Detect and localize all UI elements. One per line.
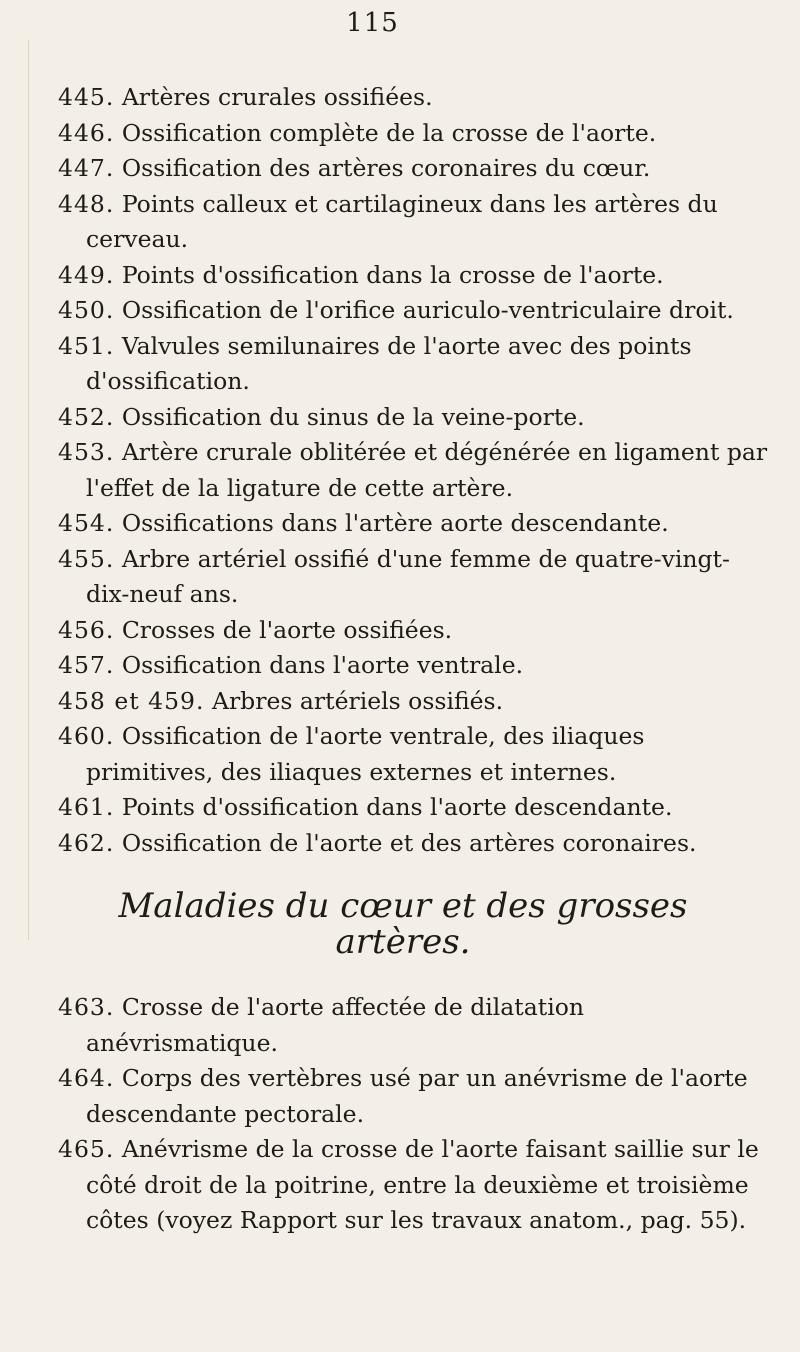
entry-text: Artères crurales ossifiées. bbox=[121, 83, 433, 111]
page-number: 115 bbox=[346, 8, 399, 38]
entry-text: Crosses de l'aorte ossifiées. bbox=[121, 615, 453, 644]
catalog-entry bbox=[58, 613, 768, 649]
entry-number: 453. bbox=[58, 438, 115, 466]
entry-number: 462. bbox=[58, 828, 115, 857]
section-title: Maladies du cœur et des grosses artères. bbox=[118, 886, 688, 962]
entry-number: 448. bbox=[58, 189, 115, 218]
entry-number: 450. bbox=[58, 296, 115, 324]
entry-text: Points d'ossification dans l'aorte descendante. bbox=[121, 793, 673, 821]
entry-number: 447. bbox=[58, 154, 115, 182]
page-edge-line bbox=[28, 40, 29, 940]
catalog-entry bbox=[58, 258, 768, 294]
entry-text: Points d'ossification dans la crosse de l'aorte. bbox=[121, 260, 664, 289]
catalog-entry bbox=[58, 80, 768, 116]
entries-list bbox=[58, 80, 768, 1239]
catalog-entry bbox=[58, 293, 768, 329]
catalog-entry bbox=[58, 826, 768, 862]
entry-text: Arbres artériels ossifiés. bbox=[211, 686, 504, 715]
catalog-entry bbox=[58, 187, 768, 258]
entry-text: Corps des vertèbres usé par un anévrisme de l'aorte descendante pectorale. bbox=[86, 1064, 748, 1128]
entry-text: Crosse de l'aorte affectée de dilatation anévrismatique. bbox=[86, 993, 584, 1057]
entry-number: 458 et 459. bbox=[58, 686, 205, 715]
entry-text: Ossification complète de la crosse de l'aorte. bbox=[121, 118, 657, 147]
catalog-entry bbox=[58, 719, 768, 790]
entry-text: Points calleux et cartilagineux dans les artères du cerveau. bbox=[86, 189, 718, 253]
entries-group-maladies bbox=[58, 990, 768, 1239]
entry-text: Ossification de l'aorte ventrale, des iliaques primitives, des iliaques externes et internes. bbox=[86, 722, 645, 786]
catalog-entry bbox=[58, 990, 768, 1061]
catalog-entry bbox=[58, 648, 768, 684]
entry-number: 449. bbox=[58, 260, 115, 289]
entries-group-ossifications bbox=[58, 80, 768, 861]
entry-number: 460. bbox=[58, 722, 115, 750]
catalog-entry bbox=[58, 151, 768, 187]
entry-text: Valvules semilunaires de l'aorte avec des points d'ossification. bbox=[86, 331, 692, 395]
entry-text: Arbre artériel ossifié d'une femme de quatre-vingt-dix-neuf ans. bbox=[86, 544, 730, 608]
entry-number: 445. bbox=[58, 83, 115, 111]
catalog-entry bbox=[58, 1061, 768, 1132]
catalog-entry bbox=[58, 329, 768, 400]
entry-text: Ossification dans l'aorte ventrale. bbox=[121, 651, 524, 679]
entry-number: 451. bbox=[58, 331, 115, 360]
entry-number: 455. bbox=[58, 544, 115, 573]
entry-number: 463. bbox=[58, 993, 115, 1021]
entry-text: Ossification de l'aorte et des artères coronaires. bbox=[121, 828, 697, 857]
entry-text: Ossification du sinus de la veine-porte. bbox=[121, 402, 585, 431]
entry-number: 465. bbox=[58, 1135, 115, 1163]
entry-number: 452. bbox=[58, 402, 115, 431]
entry-text: Artère crurale oblitérée et dégénérée en ligament par l'effet de la ligature de cette artère. bbox=[86, 438, 768, 502]
entry-text: Ossifications dans l'artère aorte descendante. bbox=[121, 509, 669, 537]
entry-number: 454. bbox=[58, 509, 115, 537]
catalog-entry bbox=[58, 400, 768, 436]
entry-number: 464. bbox=[58, 1064, 115, 1092]
entry-text: Ossification de l'orifice auriculo-ventriculaire droit. bbox=[121, 296, 734, 324]
catalog-entry bbox=[58, 684, 768, 720]
catalog-entry bbox=[58, 790, 768, 826]
entry-number: 446. bbox=[58, 118, 115, 147]
catalog-entry bbox=[58, 435, 768, 506]
entry-text: Anévrisme de la crosse de l'aorte faisant saillie sur le côté droit de la poitrine, entre la deuxième et troisième côtes (voyez Rapport sur les travaux anatom., pag. 55). bbox=[86, 1135, 759, 1234]
catalog-entry bbox=[58, 116, 768, 152]
entry-number: 456. bbox=[58, 615, 115, 644]
catalog-entry bbox=[58, 542, 768, 613]
catalog-entry bbox=[58, 1132, 768, 1239]
catalog-entry bbox=[58, 506, 768, 542]
entry-text: Ossification des artères coronaires du cœur. bbox=[121, 154, 651, 182]
entry-number: 457. bbox=[58, 651, 115, 679]
entry-number: 461. bbox=[58, 793, 115, 821]
